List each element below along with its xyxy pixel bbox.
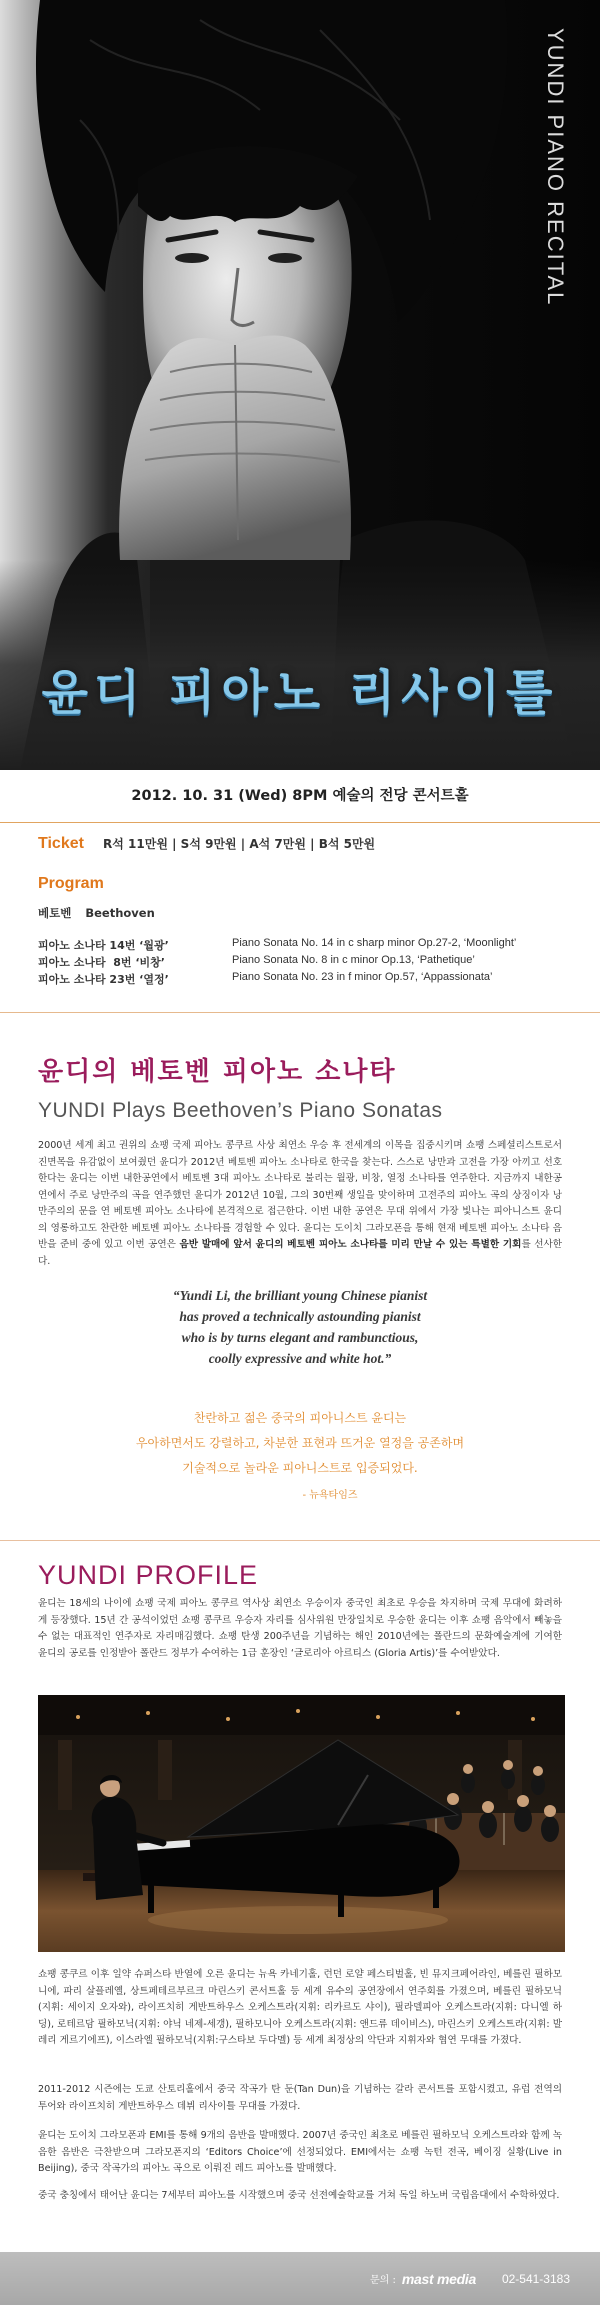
ticket-row <box>38 833 375 853</box>
contact-label: 문의 : <box>370 2275 396 2286</box>
section-title: 윤디의 베토벤 피아노 소나타 <box>38 1057 397 1087</box>
profile-paragraph: 중국 충칭에서 태어난 윤디는 7세부터 피아노를 시작했으며 중국 선전예술학교를 거쳐 독일 하노버 국립음대에서 수학하였다. <box>38 2190 560 2201</box>
program-piece <box>38 937 562 954</box>
event-datetime-venue: 2012. 10. 31 (Wed) 8PM 예술의 전당 콘서트홀 <box>0 770 600 823</box>
profile-title: YUNDI PROFILE <box>38 1560 259 1590</box>
quote-source: - 뉴욕타임즈 <box>302 1490 358 1501</box>
profile-paragraph: 윤디는 18세의 나이에 쇼팽 국제 피아노 콩쿠르 역사상 최연소 우승이자 중국인 최초로 우승을 차지하며 국제 무대에 화려하게 등장했다. 15년 간 공석이었던 쇼팽 콩쿠르 우승자 자리를 심사위원 만장일치로 우승한 윤디는 이후 쇼팽 음악에서 빼놓을 수 없는 대표적인 연주자로 자리매김했다. 쇼팽 탄생 200주년을 기념하는 해인 2010년에는 폴란드의 문화예술계에 기여한 윤디의 공로를 인정받아 폴란드 정부가 수여하는 1급 훈장인 ‘글로리아 아르티스 (Gloria Artis)’를 수여받았다. <box>38 1598 562 1659</box>
profile-paragraph: 쇼팽 콩쿠르 이후 일약 슈퍼스타 반열에 오른 윤디는 뉴욕 카네기홀, 런던 로얄 페스티벌홀, 빈 뮤지크페어라인, 베를린 필하모니에, 파리 살플레옐, 상트페테르부르크 마린스키 콘서트홀 등 세계 유수의 공연장에서 연주회를 가졌으며, 베를린 필하모닉(지휘: 세이지 오자와), 라이프치히 게반트하우스 오케스트라(지휘: 리카르도 샤이), 필라델피아 오케스트라(지휘: 다니엘 하딩), 로테르담 필하모닉(지휘: 야닉 네제-세갱), 필하모니아 오케스트라(지휘: 앤드류 데이비스), 마린스키 오케스트라(지휘: 발레리 게르기에프), 이스라엘 필하모닉(지휘:구스타보 두다멜) 등 세계 최정상의 악단과 지휘자와 협연 무대를 가졌다. <box>38 1969 562 2046</box>
profile-paragraph: 2011-2012 시즌에는 도쿄 산토리홀에서 중국 작곡가 탄 둔(Tan Dun)을 기념하는 갈라 콘서트를 포함시켰고, 유럽 전역의 투어와 라이프치히 게반트하우스 데뷔 리사이틀 무대를 가졌다. <box>38 2084 562 2112</box>
section-subtitle: YUNDI Plays Beethoven’s Piano Sonatas <box>38 1099 443 1122</box>
press-quote-ko <box>0 1406 600 1481</box>
piece-title-ko: 피아노 소나타 8번 ‘비창’ <box>38 956 165 969</box>
mast-media-logo: mast media <box>401 2270 476 2287</box>
beethoven-section <box>0 1013 600 1541</box>
program-label: Program <box>38 875 104 892</box>
hero-title: 윤디 피아노 리사이틀 <box>41 665 559 721</box>
hero-banner <box>0 0 600 770</box>
press-quote-en <box>0 1285 600 1369</box>
composer-row <box>38 905 155 921</box>
floor-reflection <box>148 1906 448 1934</box>
quote-line: has proved a technically astounding pianist <box>179 1309 421 1324</box>
quote-line: 기술적으로 놀라운 피아니스트로 입증되었다. <box>182 1461 418 1475</box>
program-piece <box>38 971 562 988</box>
piece-title-ko: 피아노 소나타 14번 ‘월광’ <box>38 939 169 952</box>
concert-photo-illustration <box>38 1695 565 1952</box>
paragraph-text: 2000년 세계 최고 권위의 쇼팽 국제 피아노 콩쿠르 사상 최연소 우승 후 전세계의 이목을 집중시키며 쇼팽 스페셜리스트로서 진면목을 유감없이 보여줬던 윤디가 2012년 베토벤 피아노 소나타로 한국을 찾는다. 스스로 낭만과 고전을 가장 아끼고 선호한다는 윤디는 이번 내한공연에서 베토벤 3대 피아노 소나타로 불리는 월광, 비창, 열정 소나타를 연주한다. 지금까지 내한공연에서 주로 낭만주의 곡을 연주했던 윤디가 2012년 10월, 그의 30번째 생일을 맞이하며 고전주의 피아노 곡의 상징이자 낭만주의의 문을 연 베토벤 피아노 소나타에 본격적으로 접근한다. 이번 내한 공연은 무대 위에서 가장 빛나는 피아니스트 윤디의 영롱하고도 찬란한 베토벤 피아노 소나타를 경험할 수 있다. 윤디는 도이치 그라모폰을 통해 현재 베토벤 피아노 소나타 음반을 준비 중에 있고 이번 공연은 <box>38 1140 562 1250</box>
composer-en: Beethoven <box>85 906 155 920</box>
hall-balcony <box>38 1695 565 1735</box>
piece-title-en: Piano Sonata No. 14 in c sharp minor Op.27-2, ‘Moonlight’ <box>232 937 517 949</box>
program-piece <box>38 954 562 971</box>
footer <box>0 2252 600 2305</box>
concert-photo <box>38 1695 565 1952</box>
composer-ko: 베토벤 <box>38 906 72 920</box>
ticket-label: Ticket <box>38 835 84 852</box>
paragraph-highlight: 음반 발매에 앞서 윤디의 베토벤 피아노 소나타를 미리 만날 수 있는 특별한 기회 <box>179 1239 522 1250</box>
ticket-program-section <box>0 823 600 1013</box>
piece-title-en: Piano Sonata No. 23 in f minor Op.57, ‘Appassionata’ <box>232 971 493 983</box>
quote-line: who is by turns elegant and rambunctious, <box>181 1330 419 1345</box>
footer-contact <box>370 2252 570 2305</box>
piece-title-ko: 피아노 소나타 23번 ‘열정’ <box>38 973 169 986</box>
ticket-prices: R석 11만원 | S석 9만원 | A석 7만원 | B석 5만원 <box>103 837 376 851</box>
profile-section <box>0 1540 600 2252</box>
piece-title-en: Piano Sonata No. 8 in c minor Op.13, ‘Pathetique’ <box>232 954 475 966</box>
hero-vertical-title: YUNDI PIANO RECITAL <box>543 28 568 307</box>
section-paragraph <box>38 1138 562 1270</box>
paragraph-text-end: 를 선사한다. <box>38 1239 563 1267</box>
quote-line: 우아하면서도 강렬하고, 차분한 표현과 뜨거운 열정을 공존하며 <box>135 1436 465 1450</box>
profile-paragraph: 윤디는 도이치 그라모폰과 EMI를 통해 9개의 음반을 발매했다. 2007년 중국인 최초로 베를린 필하모닉 오케스트라와 함께 녹음한 음반은 극찬받으며 그라모폰지의 ‘Editors Choice’에 선정되었다. EMI에서는 쇼팽 녹턴 전곡, 베이징 실황(Live in Beijing), 중국 작곡가의 피아노 곡으로 이뤄진 레드 피아노를 발매했다. <box>38 2130 562 2174</box>
quote-line: 찬란하고 젊은 중국의 피아니스트 윤디는 <box>193 1411 407 1425</box>
quote-line: “Yundi Li, the brilliant young Chinese pianist <box>172 1288 428 1303</box>
quote-line: coolly expressive and white hot.” <box>208 1351 392 1366</box>
contact-phone: 02-541-3183 <box>501 2271 570 2286</box>
